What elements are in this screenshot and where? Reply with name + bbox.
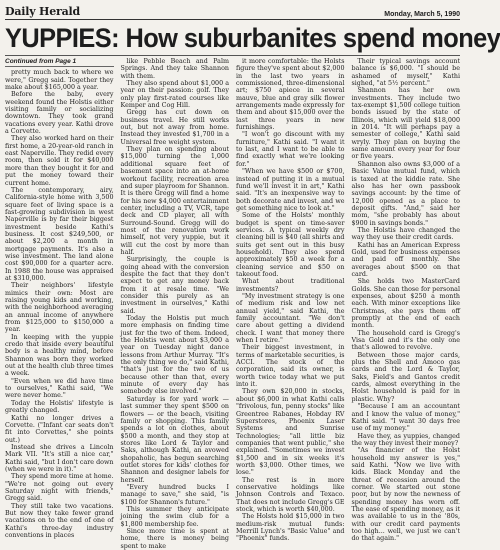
paragraph: Their typical savings account balance is $6,000. "I should be ashamed of myself," Kathi sighed, "at 5½ percent."	[351, 58, 460, 88]
paragraph: Their biggest investment, in terms of marketable securities, is ACCI. The stock of the corporation, said its owner, is worth twice today what we put into it.	[236, 344, 345, 389]
paragraph: Kathi has an American Express Gold, used for business expenses and paid off monthly. She averages about $500 on that card.	[351, 241, 460, 278]
paragraph: "Every hundred bucks I manage to save," she said, "is $100 for Shannon's future."	[120, 483, 229, 506]
article-columns	[5, 58, 460, 550]
paragraph: They spend more time at home. "We're not going out every Saturday night with friends," Gregg said.	[5, 473, 114, 503]
paragraph: Saturday is for yard work — last summer they spent $500 on flowers — or the beach, visiting family or shopping. This family spends a lot on clothes, about $500 a month, and they stop at stores like Lord & Taylor and Saks, although Kathi, an avowed shopaholic, has begun searching outlet stores for kids' clothes for Shannon and designer labels for herself.	[120, 395, 229, 484]
article-column-3	[236, 58, 345, 550]
paragraph: Kathi no longer drives a Corvette. ("Infant car seats don't fit into Corvettes," she points out.)	[5, 414, 114, 444]
paragraph: They plan on spending about $15,000 turning the 1,000 additional square feet of basement space into an at-home workout facility, recreation area and super playroom for Shannon. It is there Gregg will find a home for his new $4,000 entertainment center, including a TV, VCR, tape deck and CD player, all with Surround-Sound. Gregg will do most of the renovation work himself, not very yuppie, but it will cut the cost by more than half.	[120, 146, 229, 256]
paragraph: This summer they anticipate joining the swim club for a $1,800 membership fee.	[120, 505, 229, 528]
paragraph: Instead she drives a Lincoln Mark VII. "It's still a nice car," Kathi said, "but I don't care down (when we were in it)."	[5, 443, 114, 473]
paragraph: pretty much back to where we were," Gregg said. Together they make about $165,000 a year.	[5, 69, 114, 92]
continued-label: Continued from Page 1	[5, 58, 114, 67]
paragraph: "When we have $500 or $700, instead of putting it in a mutual fund we'll invest it in art," Kathi said. "It's an inexpensive way to both decorate and invest, and we get something nice to look at."	[236, 168, 345, 212]
paragraph: "Even when we did have time to ourselves," Kathi said, "We were never home."	[5, 377, 114, 400]
paragraph: Today the Holstis' lifestyle is greatly changed.	[5, 399, 114, 415]
paragraph: She holds two MasterCard Golds. She can those for personal expenses, about $250 a month each. With minor exceptions like Christmas, she pays them off promptly at the end of each month.	[351, 278, 460, 330]
paragraph: Before the baby, every weekend found the Holstis either visiting family or socializing downtown. They took grand vacations every year. Kathi drove a Corvette.	[5, 91, 114, 136]
paragraph: They also spend about $1,000 a year on their passion: golf. They only play first-rated courses like Kemper and Cog Hill.	[120, 80, 229, 110]
headline: YUPPIES: How suburbanites spend money	[5, 23, 500, 53]
paragraph: "My investment strategy is one of medium risk and low net annual yield," said Kathi, the family accountant. "We don't care about getting a dividend check. I want that money there when I retire."	[236, 293, 345, 345]
paragraph: The household card is Gregg's Visa Gold and it's the only one that's allowed to revolve.	[351, 329, 460, 352]
paragraph: Surprisingly, the couple is going ahead with the conversion despite the fact that they don't expect to get any money back from it at resale time. "We consider this purely as an investment in ourselves," Kathi said.	[120, 256, 229, 315]
paragraph: They also worked hard on their first home, a 20-year-old ranch in east Naperville. They redid every room, then sold it for $40,000 more than they bought it for and put the money toward their current home.	[5, 135, 114, 187]
paragraph: The Holstis have changed the way they use their credit cards.	[351, 226, 460, 242]
paragraph: Have they, as yuppies, changed the way they invest their money?	[351, 432, 460, 447]
paragraph: like Pebble Beach and Palm Springs. And they take Shannon with them.	[120, 58, 229, 80]
paragraph: The Holsts hold $15,000 in two medium-risk mutual funds: Merrill Lynch's "Basic Value" and "Phoenix" funds.	[236, 513, 345, 543]
paragraph: "As financier of the Holst household my answer is yes," said Kathi. "Now we live with kids. Black Monday and the threat of recession around the corner. We started out stone poor, but by now the newness of spending money has worn off. The ease of spending money, as it was available to us in the '80s, with our credit card payments too high... well, we just we can't do that again."	[351, 447, 460, 543]
paragraph: Shannon also owns $3,000 of a Basic Value mutual fund, which is taxed at the kiddie rate. She also has her own passbook savings account: by the time of 12,000 opened as a place to deposit gifts. "And," said her mom, "she probably has about $900 in savings bonds."	[351, 160, 460, 227]
paragraph: Their neighbors' lifestyle mimics their own: Most are raising young kids and working, with the neighborhood averaging an annual income of anywhere from $125,000 to $150,000 a year.	[5, 282, 114, 334]
paragraph: They still take two vacations. But now they take fewer grand vacations on to the end of one of Kathi's three-day industry conventions in places	[5, 502, 114, 539]
paragraph: Some of the Holsts' monthly budget is spent on time-saver services. A typical weekly dry cleaning bill is $40 (all shirts and suits get sent out in this busy household). They also spend approximately $50 a week for a cleaning service and $50 on takeout food.	[236, 212, 345, 278]
article-column-1	[5, 58, 114, 550]
article-column-4	[352, 58, 461, 550]
headline-rule	[5, 55, 460, 56]
paragraph: Gregg has cut down on business travel. He still works out, but not away from home. Instead they invested $1,700 in a Universal free weight system.	[120, 109, 229, 146]
masthead	[5, 5, 460, 20]
paragraph: "I won't go discount with my furniture," Kathi said. "I want it to last, and I want to be able to find exactly what we're looking for."	[236, 131, 345, 168]
paragraph: Today the Holstis put much more emphasis on finding time just for the two of them. Indeed, the Holstis went about $3,000 a year on Tuesday night dance lessons from Arthur Murray. "It's the only thing we do," said Kathi, "that's just for the two of us because other than that, every minute of every day has somebody else involved."	[120, 315, 229, 396]
dateline: Monday, March 5, 1990	[384, 11, 460, 18]
article-column-2	[121, 58, 230, 550]
paragraph: They own $20,000 in stocks, about $6,000 in what Kathi calls "frivolous, fun, penny stocks" like Greentree Rabanes, Hobday RV Superstores, Phoenix Laser Systems and Sunrise Technologies; "all little biz companies that went public," she explained. "Sometimes we invest $1,500 and in six weeks it's worth $3,000. Other times, we lose."	[236, 388, 345, 477]
paragraph: "Because I am an accountant and I know the value of money," Kathi said. "I want 30 days free use of my money."	[351, 403, 460, 433]
paragraph: What about traditional investments?	[236, 278, 345, 293]
paragraph: The contemporary, airy, California-style home with 3,500 square feet of living space is a fast-growing subdivision in west Naperville is by far their biggest investment beside Kathi's business. It cost $249,500, or about $2,200 a month in mortgage payments. It's also a wise investment. The land alone cost $90,000 for a quarter acre. In 1988 the house was appraised at $310,000.	[5, 186, 114, 282]
paragraph: The rest is in more conservative holdings like Johnson Controls and Texaco. That does not include Gregg's GE stock, which is worth $40,000.	[236, 476, 345, 513]
paragraph: Shannon has her own investments. They include two tax-exempt $1,500 college tuition bonds issued by the state of Illinois, which will yield $18,000 in 2014. "It will perhaps pay a semester of college," Kathi said wryly. They plan on buying the same amount every year for four or five years.	[351, 87, 460, 161]
paragraph: Between those major cards, plus the Shell and Amoco gas cards and the Lord & Taylor, Saks, Field's and Gantos credit cards, almost everything in the Holst household is paid for in plastic. Why?	[351, 351, 460, 403]
paragraph: it more comfortable: the Holsts figure they've spent about $2,000 in the last two years in commissioned, three-dimensional art; $750 apiece in several mauve, blue and gray silk flower arrangements made expressly for them and about $15,000 over the last three years in new furnishings.	[236, 58, 345, 132]
paragraph: In keeping with the yuppie credo that inside every beautiful body is a healthy mind, before Shannon was born they worked out at the health club three times a week.	[5, 333, 114, 378]
paragraph: Since more time is spent at home, there is money being spent to make	[120, 528, 229, 550]
paper-name: Daily Herald	[5, 5, 81, 18]
